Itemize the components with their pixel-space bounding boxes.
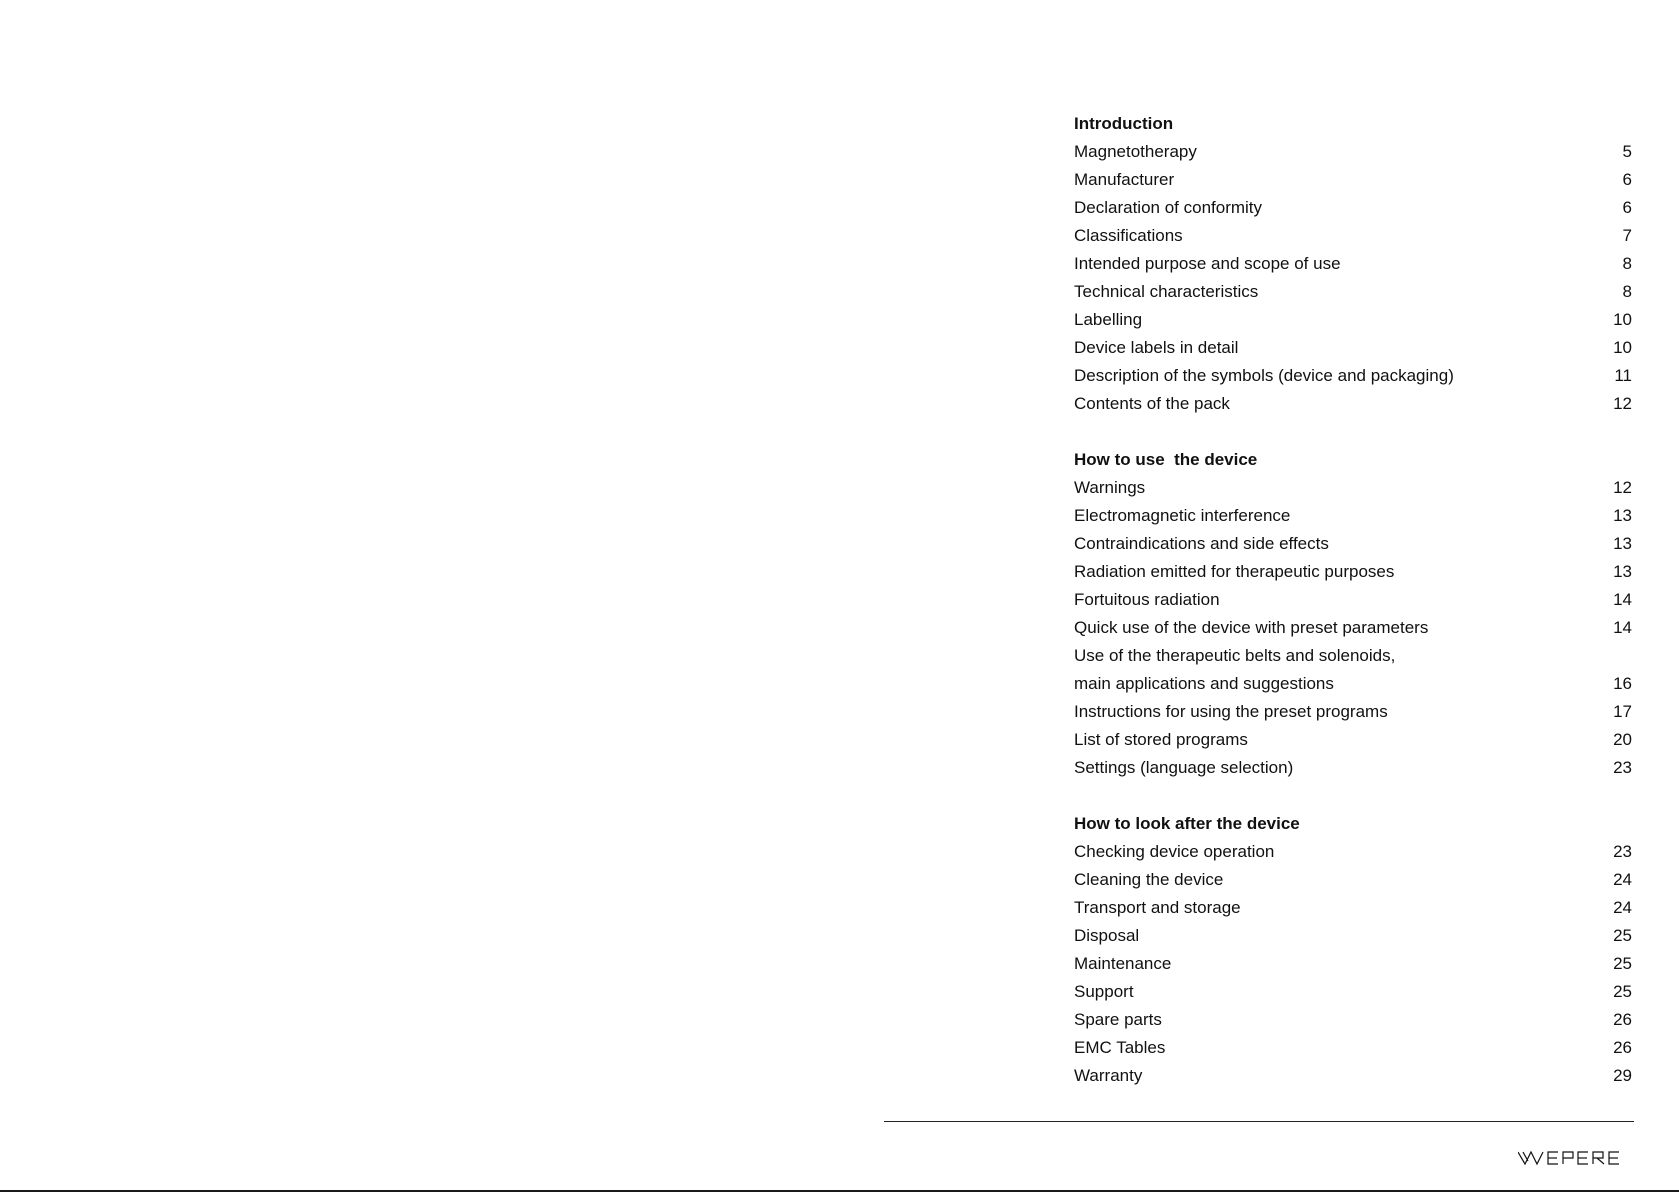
toc-entry[interactable] [1074,1062,1632,1090]
toc-entry-title: Quick use of the device with preset parameters [1074,618,1429,637]
toc-section-introduction [1074,110,1632,418]
toc-entry-page: 26 [1613,1038,1632,1057]
wepere-logo [1518,1148,1634,1166]
toc-entry-title: Magnetotherapy [1074,142,1197,161]
toc-entry[interactable] [1074,362,1632,390]
footer-divider [884,1121,1634,1122]
toc-entry[interactable] [1074,390,1632,418]
toc-entry[interactable] [1074,1034,1632,1062]
toc-entry-page: 5 [1622,142,1632,161]
toc-entry-page: 25 [1613,982,1632,1001]
toc-entry-title: Transport and storage [1074,898,1241,917]
toc-entry-page: 12 [1613,394,1632,413]
toc-entry[interactable] [1074,530,1632,558]
toc-entry-page: 10 [1613,310,1632,329]
toc-entry-page: 24 [1613,898,1632,917]
toc-entry[interactable] [1074,726,1632,754]
toc-entry-title: Support [1074,982,1134,1001]
toc-entry-page: 14 [1613,590,1632,609]
toc-entry-page: 10 [1613,338,1632,357]
toc-entry-page: 29 [1613,1066,1632,1085]
toc-entry-title: EMC Tables [1074,1038,1166,1057]
toc-entry[interactable] [1074,894,1632,922]
toc-entry-title: Maintenance [1074,954,1172,973]
toc-entry-page: 13 [1613,562,1632,581]
toc-entry-page: 13 [1613,506,1632,525]
toc-section-how-to-use [1074,446,1632,782]
toc-entry-title: Electromagnetic interference [1074,506,1291,525]
toc-entry-title: Disposal [1074,926,1140,945]
toc-entry[interactable] [1074,278,1632,306]
toc-entry-page: 17 [1613,702,1632,721]
toc-entry[interactable] [1074,754,1632,782]
toc-entry-page: 11 [1614,366,1632,385]
section-spacer [1074,418,1632,446]
toc-entry-page: 16 [1613,674,1632,693]
toc-entry-title: Intended purpose and scope of use [1074,254,1341,273]
toc-entry-title: Contents of the pack [1074,394,1230,413]
toc-entry-continued[interactable] [1074,642,1632,670]
toc-entry-page: 14 [1613,618,1632,637]
toc-entry-page: 7 [1622,226,1632,245]
toc-entry-page: 23 [1613,758,1632,777]
toc-entry-page: 23 [1613,842,1632,861]
toc-entry[interactable] [1074,558,1632,586]
toc-entry-title: main applications and suggestions [1074,674,1334,693]
toc-entry-title: Checking device operation [1074,842,1275,861]
toc-entry-title: Settings (language selection) [1074,758,1294,777]
toc-entry-title: Classifications [1074,226,1183,245]
toc-entry-title: Instructions for using the preset programs [1074,702,1388,721]
section-heading: How to use the device [1074,450,1258,469]
toc-entry-page: 13 [1613,534,1632,553]
toc-entry-title: Description of the symbols (device and packaging) [1074,366,1454,385]
toc-entry-page: 8 [1622,254,1632,273]
toc-entry[interactable] [1074,474,1632,502]
toc-entry[interactable] [1074,586,1632,614]
toc-entry-title: Declaration of conformity [1074,198,1263,217]
toc-entry-page: 12 [1613,478,1632,497]
section-heading: How to look after the device [1074,814,1300,833]
toc-entry-page: 24 [1613,870,1632,889]
toc-entry-page: 20 [1613,730,1632,749]
toc-entry-title: Warranty [1074,1066,1143,1085]
toc-entry-page: 6 [1622,170,1632,189]
toc-entry-title: Contraindications and side effects [1074,534,1329,553]
toc-entry-page: 25 [1613,954,1632,973]
toc-entry[interactable] [1074,194,1632,222]
section-spacer [1074,782,1632,810]
toc-entry[interactable] [1074,698,1632,726]
toc-entry-title: Labelling [1074,310,1143,329]
toc-entry[interactable] [1074,978,1632,1006]
toc-entry[interactable] [1074,866,1632,894]
toc-entry[interactable] [1074,222,1632,250]
toc-entry-page: 8 [1622,282,1632,301]
toc-entry-title: Warnings [1074,478,1146,497]
toc-entry[interactable] [1074,838,1632,866]
toc-entry-page: 26 [1613,1010,1632,1029]
toc-entry-title: Device labels in detail [1074,338,1239,357]
toc-entry-title: Manufacturer [1074,170,1175,189]
toc-entry[interactable] [1074,502,1632,530]
toc-entry-title: Spare parts [1074,1010,1162,1029]
toc-entry[interactable] [1074,138,1632,166]
toc-entry[interactable] [1074,306,1632,334]
toc-entry[interactable] [1074,922,1632,950]
toc-entry-page: 6 [1622,198,1632,217]
toc-entry[interactable] [1074,250,1632,278]
toc-entry[interactable] [1074,670,1632,698]
toc-entry-title: List of stored programs [1074,730,1248,749]
toc-entry[interactable] [1074,166,1632,194]
toc-entry[interactable] [1074,950,1632,978]
toc-entry-title: Cleaning the device [1074,870,1224,889]
toc-entry-title: Technical characteristics [1074,282,1259,301]
toc-section-maintenance [1074,810,1632,1090]
toc-entry-title: Radiation emitted for therapeutic purposes [1074,562,1395,581]
toc-entry-title: Fortuitous radiation [1074,590,1220,609]
toc-entry-page: 25 [1613,926,1632,945]
table-of-contents [1074,110,1632,1090]
toc-entry[interactable] [1074,334,1632,362]
section-heading: Introduction [1074,114,1174,133]
toc-entry[interactable] [1074,614,1632,642]
toc-entry[interactable] [1074,1006,1632,1034]
toc-entry-title: Use of the therapeutic belts and solenoids, [1074,646,1396,665]
